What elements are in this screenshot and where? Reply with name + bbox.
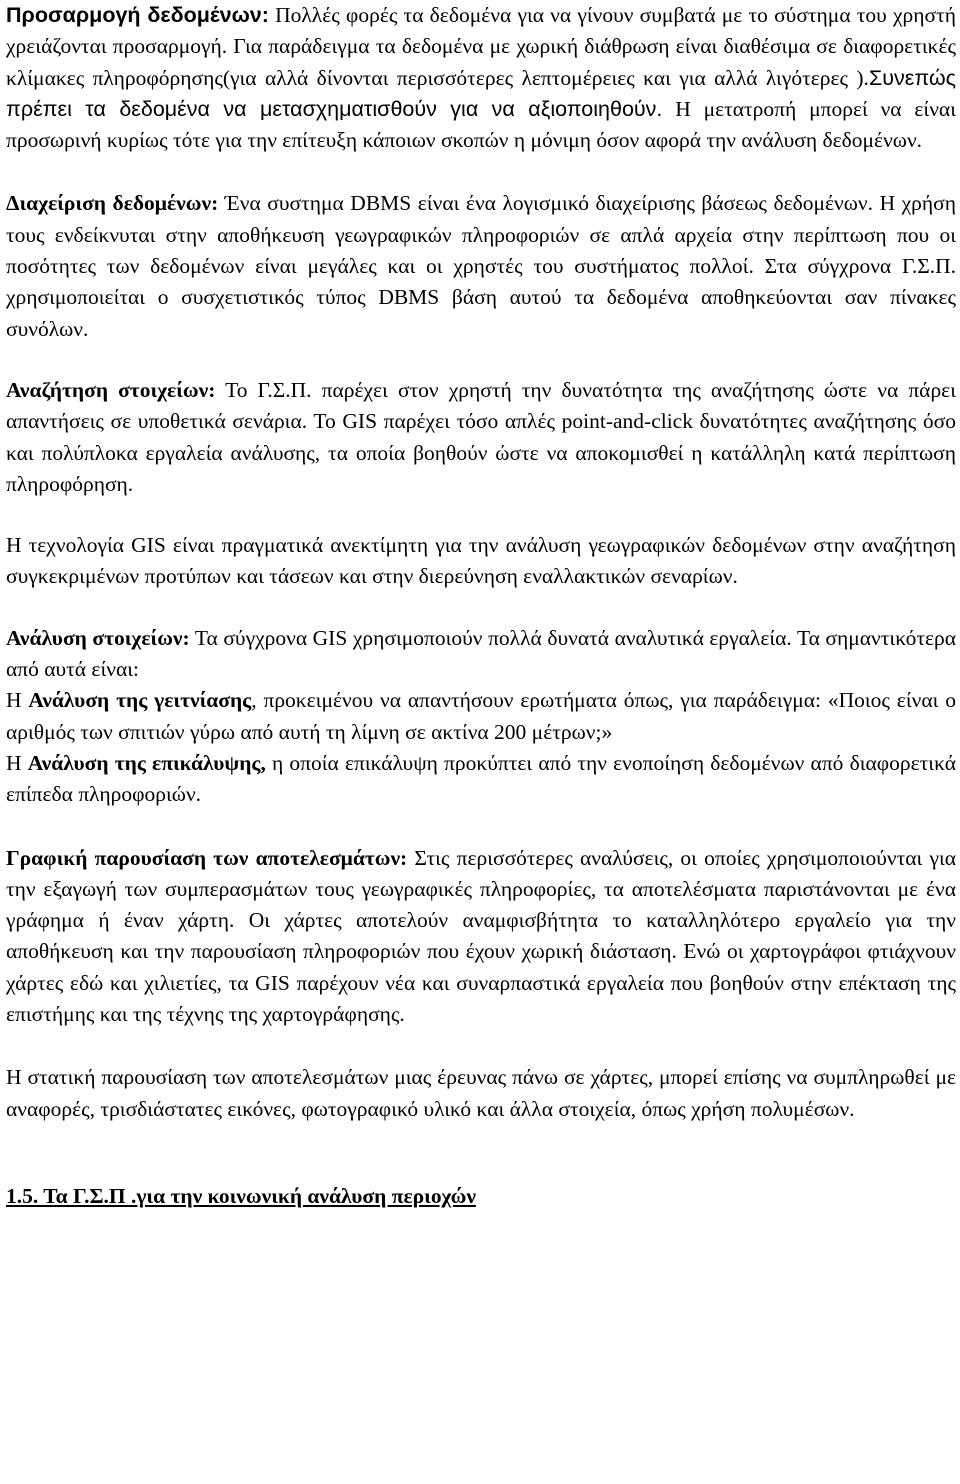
paragraph-text: Τα σύγχρονα GIS χρησιμοποιούν πολλά δυνατά αναλυτικά εργαλεία. Τα σημαντικότερα από αυτά είναι: [6,625,956,682]
section-heading: 1.5. Τα Γ.Σ.Π .για την κοινωνική ανάλυση περιοχών [6,1183,476,1208]
term-data-search: Αναζήτηση στοιχείων: [6,377,216,402]
paragraph-gis-technology [6,530,956,593]
item-prefix: Η [6,750,28,775]
paragraph-text: Ένα συστημα DBMS είναι ένα λογισμικό διαχείρισης βάσεως δεδομένων. Η χρήση τους ενδείκνυται στην αποθήκευση γεωγραφικών πληροφοριών σε απλά αρχεία στην περίπτωση που οι ποσότητες των δεδομένων είναι μεγάλες και οι χρηστές του συστήματος πολλοί. Στα σύγχρονα Γ.Σ.Π. χρησιμοποιείται ο συσχετιστικός τύπος DBMS βάση αυτού τα δεδομένα αποθηκεύονται σαν πίνακες συνόλων. [6,191,956,341]
paragraph-text: , προκειμένου να απαντήσουν ερωτήματα όπως, για παράδειγμα: «Ποιος είναι ο αριθμός των σπιτιών γύρω από αυτή τη λίμνη σε ακτίνα 200 μέτρων;» [6,688,956,744]
term-data-analysis: Ανάλυση στοιχείων: [6,625,190,650]
paragraph-graphic-presentation [6,843,956,1031]
term-overlay-analysis: Ανάλυση της επικάλυψης, [27,750,266,775]
term-graphic-presentation: Γραφική παρουσίαση των αποτελεσμάτων: [6,845,408,870]
spacer [6,593,956,623]
paragraph-text-sans: Συνεπώς πρέπει τα δεδομένα να μετασχηματισθούν για να αξιοποιηθούν. [6,65,956,121]
paragraph-data-management [6,188,956,344]
paragraph-data-adaptation [6,0,956,156]
paragraph-data-analysis [6,623,956,686]
spacer [6,1030,956,1062]
paragraph-data-search [6,375,956,500]
paragraph-text: Πολλές φορές τα δεδομένα για να γίνουν συμβατά με το σύστημα του χρηστή χρειάζονται προσαρμογή. Για παράδειγμα τα δεδομένα με χωρική διάθρωση είναι διαθέσιμα σε διαφορετικές κλίμακες πληροφόρησης(για αλλά δίνονται περισσότερες λεπτομέρειες και για αλλά λιγότερες ). [6,3,957,90]
paragraph-text: Το Γ.Σ.Π. παρέχει στον χρηστή την δυνατότητα της αναζήτησης ώστε να πάρει απαντήσεις σε υποθετικά σενάρια. Το GIS παρέχει τόσο απλές point-and-click δυνατότητες αναζήτησης όσο και πολύπλοκα εργαλεία ανάλυσης, τα οποία βοηθούν ώστε να αποκομισθεί η κατάλληλη κατά περίπτωση πληροφόρηση. [6,377,956,496]
paragraph-text: Στις περισσότερες αναλύσεις, οι οποίες χρησιμοποιούνται για την εξαγωγή των συμπερασμάτων τους γεωγραφικές πληροφορίες, τα αποτελέσματα παριστάνονται με ένα γράφημα ή έναν χάρτη. Οι χάρτες αποτελούν αναμφισβήτητα το καταλληλότερο εργαλείο για την αποθήκευση και την παρουσίαση πληροφοριών που έχουν χωρική διάσταση. Ενώ οι χαρτογράφοι φτιάχνουν χάρτες εδώ και χιλιετίες, τα GIS παρέχουν νέα και συναρπαστικά εργαλεία που βοηθούν στην επέκταση της επιστήμης και της τέχνης της χαρτογράφησης. [6,845,956,1027]
paragraph-text: η οποία επικάλυψη προκύπτει από την ενοποίηση δεδομένων από διαφορετικά επίπεδα πληροφοριών. [6,750,957,807]
term-proximity-analysis: Ανάλυση της γειτνίασης [28,688,252,713]
paragraph-text: Η στατική παρουσίαση των αποτελεσμάτων μιας έρευνας πάνω σε χάρτες, μπορεί επίσης να συμπληρωθεί με αναφορές, τρισδιάστατες εικόνες, φωτογραφικό υλικό και άλλα στοιχεία, όπως χρήση πολυμέσων. [6,1065,956,1121]
spacer [6,811,956,843]
paragraph-static-presentation [6,1062,956,1125]
paragraph-text: Η τεχνολογία GIS είναι πραγματικά ανεκτίμητη για την ανάλυση γεωγραφικών δεδομένων στην αναζήτηση συγκεκριμένων προτύπων και τάσεων και στην διερεύνηση εναλλακτικών σεναρίων. [6,533,956,589]
paragraph-text: Η μετατροπή μπορεί να είναι προσωρινή κυρίως τότε για την επίτευξη κάποιων σκοπών η μόνιμη όσον αφορά την ανάλυση δεδομένων. [6,96,956,153]
spacer [6,500,956,530]
paragraph-overlay-analysis [6,748,956,811]
term-data-management: Διαχείριση δεδομένων: [6,191,219,216]
spacer [6,1125,956,1181]
spacer [6,156,956,188]
paragraph-proximity-analysis [6,685,956,748]
item-prefix: Η [6,688,29,713]
spacer [6,345,956,375]
term-data-adaptation: Προσαρμογή δεδομένων: [6,3,269,27]
